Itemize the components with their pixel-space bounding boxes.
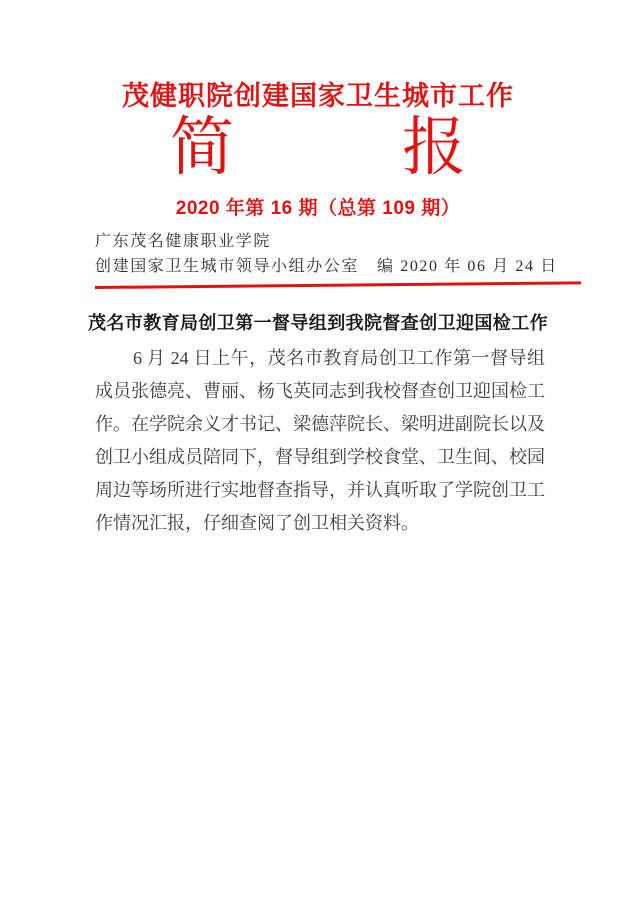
edit-date: 编 2020 年 06 月 24 日: [377, 258, 558, 275]
bulletin-supertitle: 茂健职院创建国家卫生城市工作: [122, 81, 514, 111]
body-line: 创卫小组成员陪同下，督导组到学校食堂、卫生间、校园: [95, 447, 545, 467]
body-line: 6 月 24 日上午，茂名市教育局创卫工作第一督导组: [133, 348, 545, 368]
article-body: [95, 342, 545, 540]
body-line: 周边等场所进行实地督查指导，并认真听取了学院创卫工: [95, 480, 545, 500]
publisher-office: 创建国家卫生城市领导小组办公室: [95, 258, 360, 275]
publisher-office-line: [95, 254, 576, 279]
article-headline: 茂名市教育局创卫第一督导组到我院督查创卫迎国检工作: [88, 313, 548, 333]
body-line: 作。在学院余义才书记、梁德萍院长、梁明进副院长以及: [95, 414, 545, 434]
issue-line: 2020 年第 16 期（总第 109 期）: [175, 198, 461, 219]
publisher-name: 广东茂名健康职业学院: [95, 233, 272, 250]
bulletin-title-char-1: 简: [170, 112, 234, 183]
bulletin-title-char-2: 报: [402, 112, 466, 183]
body-line: 成员张德亮、曹丽、杨飞英同志到我校督查创卫迎国检工: [95, 381, 545, 401]
divider-rule: [95, 281, 581, 289]
bulletin-title: [0, 110, 636, 186]
body-line: 作情况汇报，仔细查阅了创卫相关资料。: [95, 513, 419, 533]
publisher-block: [95, 229, 576, 279]
